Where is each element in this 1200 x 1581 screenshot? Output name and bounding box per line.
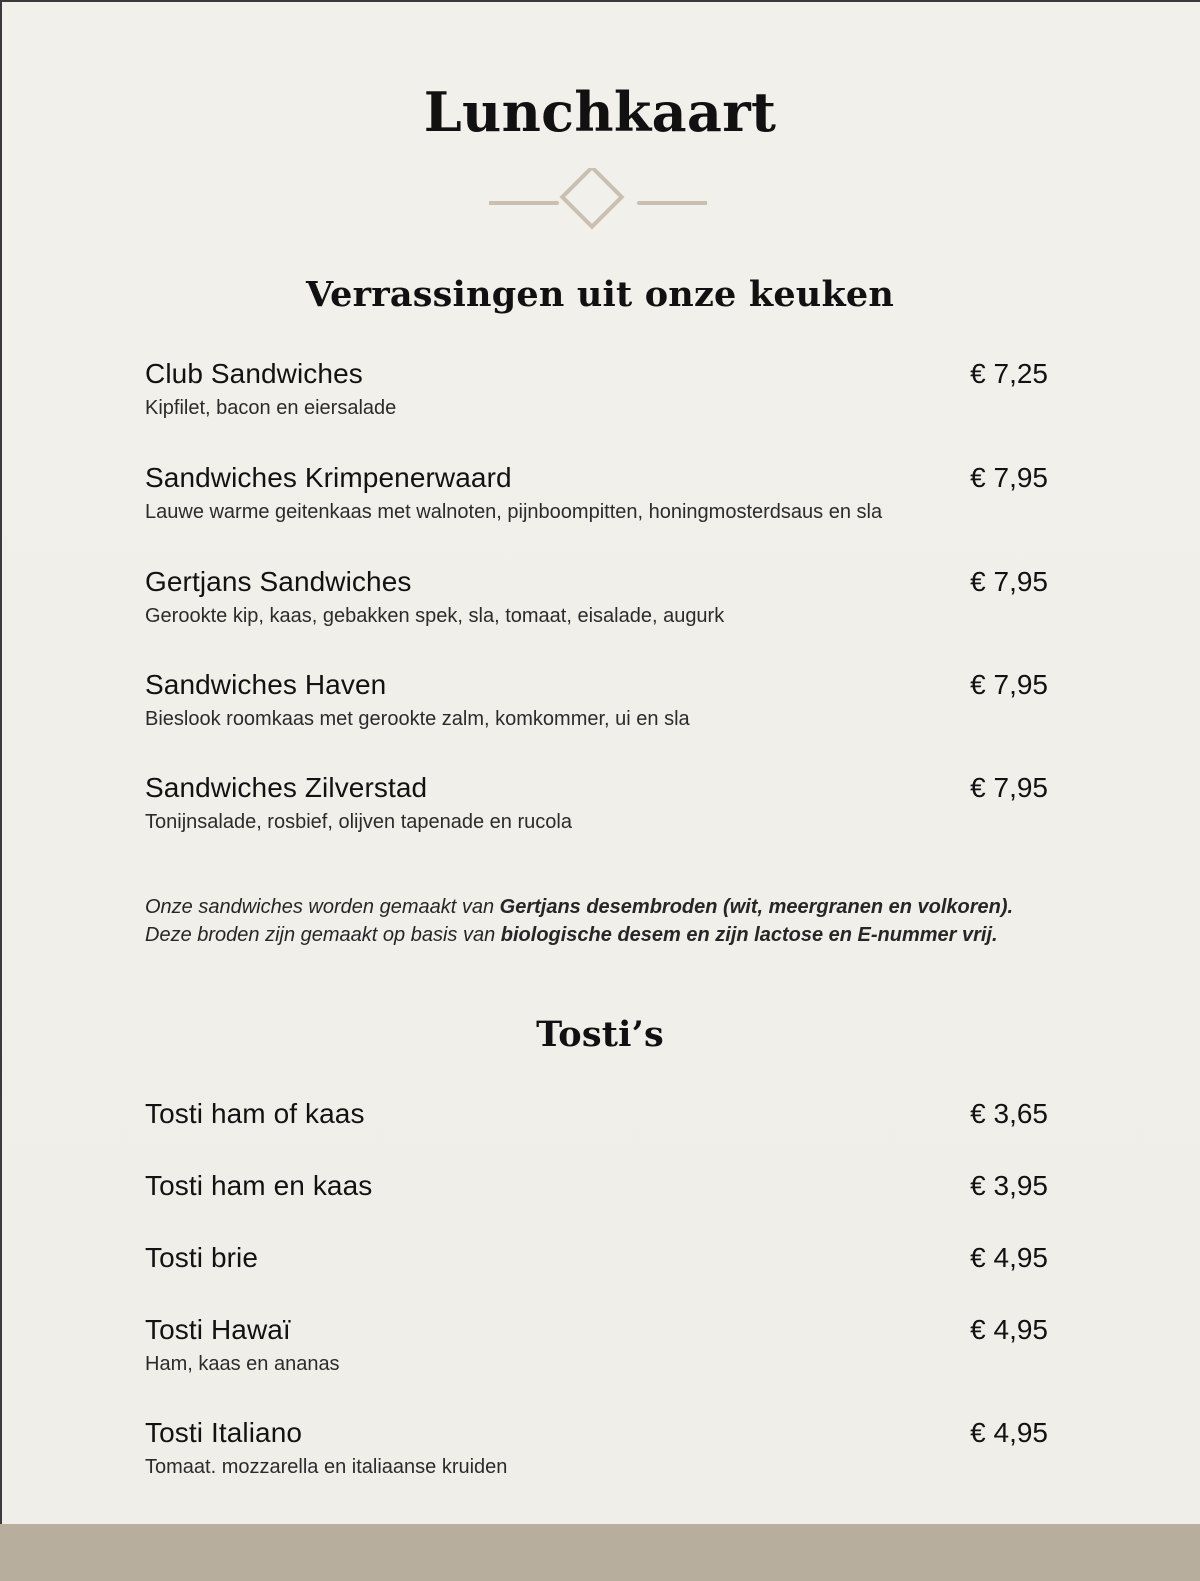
menu-item-price: € 7,95 (970, 772, 1048, 803)
menu-item-tosti-ham-en-kaas (145, 1170, 1048, 1202)
menu-item-description: Kipfilet, bacon en eiersalade (145, 397, 397, 419)
note-line-1 (145, 893, 1048, 921)
menu-item-sandwiches-zilverstad (145, 772, 1048, 834)
note-line-2 (145, 921, 1048, 949)
menu-item-name: Sandwiches Krimpenerwaard (145, 462, 512, 493)
menu-item-name: Tosti ham en kaas (145, 1170, 373, 1201)
top-border (0, 0, 1200, 2)
menu-item-tosti-hawai (145, 1314, 1048, 1376)
sandwich-bread-note (145, 893, 1048, 949)
page-title: Lunchkaart (423, 80, 777, 144)
section-title-verrassingen: Verrassingen uit onze keuken (305, 274, 895, 315)
menu-item-description: Ham, kaas en ananas (145, 1353, 340, 1375)
menu-item-tosti-brie (145, 1242, 1048, 1274)
menu-item-description: Tonijnsalade, rosbief, olijven tapenade en rucola (145, 811, 572, 833)
menu-item-description: Gerookte kip, kaas, gebakken spek, sla, tomaat, eisalade, augurk (145, 605, 725, 627)
menu-item-price: € 7,25 (970, 358, 1048, 389)
menu-item-name: Club Sandwiches (145, 358, 363, 389)
menu-item-price: € 7,95 (970, 566, 1048, 597)
menu-item-name: Tosti ham of kaas (145, 1098, 365, 1129)
menu-item-tosti-ham-of-kaas (145, 1098, 1048, 1130)
note-text: Deze broden zijn gemaakt op basis van (145, 924, 501, 946)
menu-item-description: Tomaat. mozzarella en italiaanse kruiden (145, 1456, 508, 1478)
menu-item-name: Tosti Italiano (145, 1417, 303, 1448)
menu-item-price: € 7,95 (970, 669, 1048, 700)
footer-band (0, 1524, 1200, 1581)
menu-item-price: € 4,95 (970, 1314, 1048, 1345)
menu-item-name: Sandwiches Haven (145, 669, 387, 700)
left-border (0, 0, 2, 1581)
menu-item-name: Gertjans Sandwiches (145, 566, 412, 597)
menu-item-name: Sandwiches Zilverstad (145, 772, 428, 803)
menu-item-sandwiches-krimpenerwaard (145, 462, 1048, 524)
note-text: Onze sandwiches worden gemaakt van (145, 896, 500, 918)
note-emphasis: biologische desem en zijn lactose en E-nummer vrij. (500, 924, 998, 946)
menu-item-gertjans-sandwiches (145, 566, 1048, 628)
menu-item-sandwiches-haven (145, 669, 1048, 731)
menu-item-price: € 3,65 (970, 1098, 1048, 1129)
note-emphasis: Gertjans desembroden (wit, meergranen en volkoren). (499, 896, 1014, 918)
menu-item-description: Lauwe warme geitenkaas met walnoten, pijnboompitten, honingmosterdsaus en sla (145, 501, 883, 523)
menu-item-price: € 7,95 (970, 462, 1048, 493)
menu-item-price: € 4,95 (970, 1417, 1048, 1448)
menu-item-club-sandwiches (145, 358, 1048, 420)
diamond-divider-icon (489, 168, 707, 238)
menu-item-name: Tosti Hawaï (145, 1314, 291, 1345)
menu-item-price: € 3,95 (970, 1170, 1048, 1201)
section-title-tostis: Tosti’s (536, 1014, 664, 1055)
menu-item-price: € 4,95 (970, 1242, 1048, 1273)
menu-item-tosti-italiano (145, 1417, 1048, 1479)
menu-item-description: Bieslook roomkaas met gerookte zalm, komkommer, ui en sla (145, 708, 690, 730)
menu-item-name: Tosti brie (145, 1242, 259, 1273)
